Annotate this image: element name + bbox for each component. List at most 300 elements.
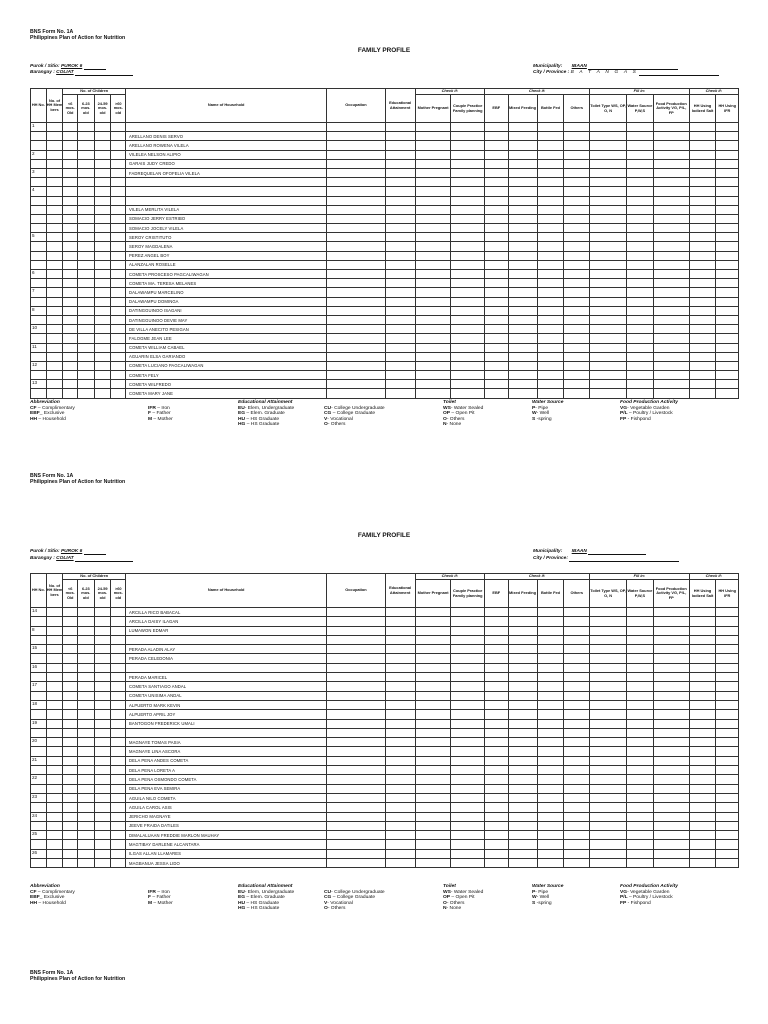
- table-cell[interactable]: [564, 352, 590, 361]
- table-cell[interactable]: [111, 214, 126, 223]
- table-cell[interactable]: [627, 859, 654, 868]
- table-cell[interactable]: [653, 123, 689, 132]
- hh-number-cell[interactable]: [31, 196, 47, 205]
- table-cell[interactable]: [508, 682, 537, 691]
- table-cell[interactable]: [653, 766, 689, 775]
- table-cell[interactable]: [537, 279, 564, 288]
- table-cell[interactable]: [415, 352, 451, 361]
- table-cell[interactable]: [590, 260, 627, 269]
- household-name-cell[interactable]: AGUILA CAROL ASIS: [126, 803, 327, 812]
- table-cell[interactable]: [537, 719, 564, 728]
- hh-number-cell[interactable]: 3: [31, 168, 47, 177]
- table-cell[interactable]: [537, 389, 564, 398]
- table-cell[interactable]: [385, 306, 415, 315]
- table-cell[interactable]: [46, 123, 63, 132]
- table-cell[interactable]: [63, 849, 78, 858]
- table-cell[interactable]: [63, 168, 78, 177]
- table-cell[interactable]: [653, 196, 689, 205]
- hh-number-cell[interactable]: [31, 747, 47, 756]
- hh-number-cell[interactable]: [31, 821, 47, 830]
- table-cell[interactable]: [590, 608, 627, 617]
- table-cell[interactable]: [451, 288, 485, 297]
- table-cell[interactable]: [94, 325, 111, 334]
- table-cell[interactable]: [111, 279, 126, 288]
- table-cell[interactable]: [111, 196, 126, 205]
- table-cell[interactable]: [111, 859, 126, 868]
- table-cell[interactable]: [716, 251, 739, 260]
- table-cell[interactable]: [77, 859, 94, 868]
- table-cell[interactable]: [689, 859, 716, 868]
- table-cell[interactable]: [415, 775, 451, 784]
- table-cell[interactable]: [627, 738, 654, 747]
- household-name-cell[interactable]: DELA PENA LORETA A: [126, 766, 327, 775]
- table-cell[interactable]: [415, 803, 451, 812]
- hh-number-cell[interactable]: [31, 315, 47, 324]
- table-cell[interactable]: [46, 821, 63, 830]
- table-cell[interactable]: [46, 306, 63, 315]
- table-cell[interactable]: [564, 775, 590, 784]
- table-cell[interactable]: [590, 214, 627, 223]
- table-cell[interactable]: [689, 719, 716, 728]
- table-cell[interactable]: [385, 812, 415, 821]
- table-cell[interactable]: [590, 635, 627, 644]
- table-cell[interactable]: [385, 849, 415, 858]
- table-cell[interactable]: [653, 719, 689, 728]
- household-name-cell[interactable]: VILELA MERLITA VILELA: [126, 205, 327, 214]
- table-cell[interactable]: [508, 728, 537, 737]
- table-cell[interactable]: [77, 288, 94, 297]
- household-name-cell[interactable]: DELA PENA ANDES COMETA: [126, 756, 327, 765]
- table-cell[interactable]: [564, 617, 590, 626]
- table-cell[interactable]: [451, 645, 485, 654]
- household-name-cell[interactable]: COMETA MA. TERESA MELANES: [126, 279, 327, 288]
- table-cell[interactable]: [689, 123, 716, 132]
- table-cell[interactable]: [537, 682, 564, 691]
- table-cell[interactable]: [485, 691, 508, 700]
- table-cell[interactable]: [327, 626, 385, 635]
- table-cell[interactable]: [485, 196, 508, 205]
- table-cell[interactable]: [415, 831, 451, 840]
- table-cell[interactable]: [716, 756, 739, 765]
- table-cell[interactable]: [46, 812, 63, 821]
- table-cell[interactable]: [415, 728, 451, 737]
- table-cell[interactable]: [63, 663, 78, 672]
- household-name-cell[interactable]: FALOGME JEAN LEE: [126, 334, 327, 343]
- table-cell[interactable]: [451, 719, 485, 728]
- table-cell[interactable]: [385, 334, 415, 343]
- table-cell[interactable]: [537, 187, 564, 196]
- table-cell[interactable]: [627, 793, 654, 802]
- hh-number-cell[interactable]: [31, 728, 47, 737]
- table-cell[interactable]: [415, 159, 451, 168]
- table-cell[interactable]: [564, 214, 590, 223]
- table-cell[interactable]: [564, 260, 590, 269]
- table-cell[interactable]: [590, 784, 627, 793]
- household-name-cell[interactable]: DE VILLA ANECITO PESIGAN: [126, 325, 327, 334]
- table-cell[interactable]: [627, 371, 654, 380]
- table-cell[interactable]: [415, 840, 451, 849]
- table-cell[interactable]: [415, 132, 451, 141]
- table-cell[interactable]: [46, 747, 63, 756]
- table-cell[interactable]: [508, 766, 537, 775]
- table-cell[interactable]: [415, 196, 451, 205]
- table-cell[interactable]: [327, 803, 385, 812]
- table-cell[interactable]: [327, 700, 385, 709]
- table-cell[interactable]: [485, 840, 508, 849]
- table-cell[interactable]: [689, 756, 716, 765]
- table-cell[interactable]: [716, 196, 739, 205]
- table-cell[interactable]: [689, 812, 716, 821]
- table-cell[interactable]: [485, 803, 508, 812]
- table-cell[interactable]: [689, 150, 716, 159]
- table-cell[interactable]: [564, 334, 590, 343]
- table-cell[interactable]: [46, 168, 63, 177]
- table-cell[interactable]: [537, 654, 564, 663]
- table-cell[interactable]: [537, 132, 564, 141]
- table-cell[interactable]: [716, 617, 739, 626]
- table-cell[interactable]: [451, 380, 485, 389]
- table-cell[interactable]: [46, 700, 63, 709]
- table-cell[interactable]: [716, 205, 739, 214]
- table-cell[interactable]: [327, 251, 385, 260]
- table-cell[interactable]: [627, 380, 654, 389]
- table-cell[interactable]: [415, 178, 451, 187]
- table-cell[interactable]: [77, 141, 94, 150]
- table-cell[interactable]: [689, 849, 716, 858]
- hh-number-cell[interactable]: [31, 766, 47, 775]
- table-cell[interactable]: [590, 380, 627, 389]
- hh-number-cell[interactable]: [31, 691, 47, 700]
- table-cell[interactable]: [653, 371, 689, 380]
- table-cell[interactable]: [77, 673, 94, 682]
- table-cell[interactable]: [415, 288, 451, 297]
- hh-number-cell[interactable]: 20: [31, 738, 47, 747]
- table-cell[interactable]: [415, 691, 451, 700]
- table-cell[interactable]: [415, 673, 451, 682]
- table-cell[interactable]: [537, 315, 564, 324]
- table-cell[interactable]: [590, 371, 627, 380]
- table-cell[interactable]: [385, 608, 415, 617]
- table-cell[interactable]: [564, 123, 590, 132]
- household-name-cell[interactable]: ARCILLA DAISY ILAGAN: [126, 617, 327, 626]
- table-cell[interactable]: [537, 334, 564, 343]
- table-cell[interactable]: [385, 380, 415, 389]
- table-cell[interactable]: [537, 747, 564, 756]
- table-cell[interactable]: [716, 812, 739, 821]
- hh-number-cell[interactable]: 15: [31, 645, 47, 654]
- table-cell[interactable]: [537, 840, 564, 849]
- table-cell[interactable]: [111, 821, 126, 830]
- table-cell[interactable]: [63, 196, 78, 205]
- table-cell[interactable]: [689, 766, 716, 775]
- table-cell[interactable]: [537, 352, 564, 361]
- table-cell[interactable]: [63, 334, 78, 343]
- table-cell[interactable]: [77, 719, 94, 728]
- table-cell[interactable]: [537, 710, 564, 719]
- table-cell[interactable]: [627, 306, 654, 315]
- table-cell[interactable]: [63, 673, 78, 682]
- table-cell[interactable]: [327, 123, 385, 132]
- table-cell[interactable]: [716, 728, 739, 737]
- table-cell[interactable]: [627, 242, 654, 251]
- table-cell[interactable]: [653, 803, 689, 812]
- table-cell[interactable]: [508, 315, 537, 324]
- table-cell[interactable]: [94, 260, 111, 269]
- table-cell[interactable]: [111, 663, 126, 672]
- table-cell[interactable]: [46, 738, 63, 747]
- hh-number-cell[interactable]: [31, 710, 47, 719]
- table-cell[interactable]: [564, 279, 590, 288]
- table-cell[interactable]: [111, 297, 126, 306]
- table-cell[interactable]: [689, 288, 716, 297]
- table-cell[interactable]: [111, 756, 126, 765]
- table-cell[interactable]: [46, 288, 63, 297]
- table-cell[interactable]: [327, 849, 385, 858]
- table-cell[interactable]: [46, 608, 63, 617]
- household-name-cell[interactable]: SOMACIO JOCELY VILELA: [126, 224, 327, 233]
- table-cell[interactable]: [451, 123, 485, 132]
- table-cell[interactable]: [111, 315, 126, 324]
- table-cell[interactable]: [451, 159, 485, 168]
- table-cell[interactable]: [94, 168, 111, 177]
- table-cell[interactable]: [415, 371, 451, 380]
- table-cell[interactable]: [590, 710, 627, 719]
- table-cell[interactable]: [508, 178, 537, 187]
- table-cell[interactable]: [94, 205, 111, 214]
- table-cell[interactable]: [415, 334, 451, 343]
- table-cell[interactable]: [94, 682, 111, 691]
- table-cell[interactable]: [327, 334, 385, 343]
- household-name-cell[interactable]: DATINGGUINOO ISAGANI: [126, 306, 327, 315]
- table-cell[interactable]: [327, 352, 385, 361]
- table-cell[interactable]: [485, 361, 508, 370]
- table-cell[interactable]: [415, 270, 451, 279]
- table-cell[interactable]: [689, 840, 716, 849]
- household-name-cell[interactable]: DELA PENA EVA SEMIRA: [126, 784, 327, 793]
- table-cell[interactable]: [485, 270, 508, 279]
- table-cell[interactable]: [111, 178, 126, 187]
- table-cell[interactable]: [415, 233, 451, 242]
- table-cell[interactable]: [485, 608, 508, 617]
- table-cell[interactable]: [385, 178, 415, 187]
- table-cell[interactable]: [716, 224, 739, 233]
- hh-number-cell[interactable]: [31, 859, 47, 868]
- table-cell[interactable]: [63, 242, 78, 251]
- table-cell[interactable]: [508, 352, 537, 361]
- table-cell[interactable]: [716, 187, 739, 196]
- table-cell[interactable]: [46, 617, 63, 626]
- table-cell[interactable]: [508, 297, 537, 306]
- table-cell[interactable]: [77, 831, 94, 840]
- table-cell[interactable]: [385, 260, 415, 269]
- municipality-value[interactable]: IBAAN: [571, 549, 587, 554]
- hh-number-cell[interactable]: [31, 352, 47, 361]
- table-cell[interactable]: [46, 325, 63, 334]
- table-cell[interactable]: [111, 159, 126, 168]
- table-cell[interactable]: [653, 793, 689, 802]
- table-cell[interactable]: [627, 710, 654, 719]
- table-cell[interactable]: [653, 812, 689, 821]
- table-cell[interactable]: [46, 297, 63, 306]
- table-cell[interactable]: [94, 663, 111, 672]
- table-cell[interactable]: [451, 849, 485, 858]
- table-cell[interactable]: [716, 288, 739, 297]
- table-cell[interactable]: [77, 251, 94, 260]
- table-cell[interactable]: [689, 380, 716, 389]
- table-cell[interactable]: [508, 756, 537, 765]
- table-cell[interactable]: [508, 738, 537, 747]
- table-cell[interactable]: [111, 608, 126, 617]
- barangay-value[interactable]: COLIAT: [56, 70, 74, 75]
- table-cell[interactable]: [451, 682, 485, 691]
- table-cell[interactable]: [77, 608, 94, 617]
- table-cell[interactable]: [111, 361, 126, 370]
- table-cell[interactable]: [590, 728, 627, 737]
- table-cell[interactable]: [451, 297, 485, 306]
- table-cell[interactable]: [485, 288, 508, 297]
- table-cell[interactable]: [94, 389, 111, 398]
- table-cell[interactable]: [537, 821, 564, 830]
- table-cell[interactable]: [415, 626, 451, 635]
- table-cell[interactable]: [415, 224, 451, 233]
- table-cell[interactable]: [77, 352, 94, 361]
- table-cell[interactable]: [46, 756, 63, 765]
- table-cell[interactable]: [94, 645, 111, 654]
- table-cell[interactable]: [415, 187, 451, 196]
- table-cell[interactable]: [590, 233, 627, 242]
- table-cell[interactable]: [46, 279, 63, 288]
- table-cell[interactable]: [653, 700, 689, 709]
- table-cell[interactable]: [689, 775, 716, 784]
- table-cell[interactable]: [564, 766, 590, 775]
- table-cell[interactable]: [63, 608, 78, 617]
- table-cell[interactable]: [111, 343, 126, 352]
- table-cell[interactable]: [111, 775, 126, 784]
- table-cell[interactable]: [46, 270, 63, 279]
- table-cell[interactable]: [94, 859, 111, 868]
- table-cell[interactable]: [415, 389, 451, 398]
- table-cell[interactable]: [385, 700, 415, 709]
- table-cell[interactable]: [537, 775, 564, 784]
- table-cell[interactable]: [77, 784, 94, 793]
- household-name-cell[interactable]: JEEVE FRAIDA DATILES: [126, 821, 327, 830]
- table-cell[interactable]: [485, 159, 508, 168]
- household-name-cell[interactable]: COMETA WILLIAM CABAEL: [126, 343, 327, 352]
- table-cell[interactable]: [653, 270, 689, 279]
- table-cell[interactable]: [716, 608, 739, 617]
- table-cell[interactable]: [415, 654, 451, 663]
- table-cell[interactable]: [564, 840, 590, 849]
- table-cell[interactable]: [627, 334, 654, 343]
- table-cell[interactable]: [564, 859, 590, 868]
- household-name-cell[interactable]: MAGNAYE TOMAS PASIA: [126, 738, 327, 747]
- table-cell[interactable]: [327, 389, 385, 398]
- table-cell[interactable]: [627, 224, 654, 233]
- table-cell[interactable]: [716, 352, 739, 361]
- table-cell[interactable]: [537, 663, 564, 672]
- household-name-cell[interactable]: ALPUERTO MARK KEVIN: [126, 700, 327, 709]
- table-cell[interactable]: [508, 306, 537, 315]
- table-cell[interactable]: [63, 361, 78, 370]
- hh-number-cell[interactable]: [31, 205, 47, 214]
- table-cell[interactable]: [716, 710, 739, 719]
- table-cell[interactable]: [689, 682, 716, 691]
- table-cell[interactable]: [77, 242, 94, 251]
- table-cell[interactable]: [327, 168, 385, 177]
- table-cell[interactable]: [653, 831, 689, 840]
- table-cell[interactable]: [590, 700, 627, 709]
- table-cell[interactable]: [77, 343, 94, 352]
- table-cell[interactable]: [716, 325, 739, 334]
- table-cell[interactable]: [537, 270, 564, 279]
- household-name-cell[interactable]: [126, 196, 327, 205]
- table-cell[interactable]: [63, 270, 78, 279]
- table-cell[interactable]: [415, 205, 451, 214]
- table-cell[interactable]: [415, 608, 451, 617]
- table-cell[interactable]: [111, 168, 126, 177]
- table-cell[interactable]: [716, 132, 739, 141]
- table-cell[interactable]: [564, 673, 590, 682]
- table-cell[interactable]: [689, 654, 716, 663]
- table-cell[interactable]: [63, 260, 78, 269]
- table-cell[interactable]: [327, 784, 385, 793]
- table-cell[interactable]: [451, 626, 485, 635]
- table-cell[interactable]: [485, 738, 508, 747]
- table-cell[interactable]: [46, 178, 63, 187]
- table-cell[interactable]: [327, 719, 385, 728]
- table-cell[interactable]: [94, 306, 111, 315]
- table-cell[interactable]: [451, 747, 485, 756]
- table-cell[interactable]: [537, 233, 564, 242]
- table-cell[interactable]: [46, 840, 63, 849]
- table-cell[interactable]: [94, 315, 111, 324]
- table-cell[interactable]: [94, 279, 111, 288]
- table-cell[interactable]: [385, 371, 415, 380]
- table-cell[interactable]: [94, 700, 111, 709]
- table-cell[interactable]: [564, 682, 590, 691]
- hh-number-cell[interactable]: 19: [31, 719, 47, 728]
- table-cell[interactable]: [94, 821, 111, 830]
- table-cell[interactable]: [537, 205, 564, 214]
- table-cell[interactable]: [77, 728, 94, 737]
- table-cell[interactable]: [46, 803, 63, 812]
- table-cell[interactable]: [77, 168, 94, 177]
- table-cell[interactable]: [385, 663, 415, 672]
- table-cell[interactable]: [537, 178, 564, 187]
- table-cell[interactable]: [689, 205, 716, 214]
- table-cell[interactable]: [590, 849, 627, 858]
- table-cell[interactable]: [564, 371, 590, 380]
- table-cell[interactable]: [94, 728, 111, 737]
- table-cell[interactable]: [77, 738, 94, 747]
- purok-value[interactable]: PUROK 6: [60, 64, 83, 69]
- table-cell[interactable]: [716, 775, 739, 784]
- table-cell[interactable]: [327, 279, 385, 288]
- table-cell[interactable]: [653, 859, 689, 868]
- table-cell[interactable]: [77, 123, 94, 132]
- table-cell[interactable]: [485, 682, 508, 691]
- table-cell[interactable]: [63, 756, 78, 765]
- household-name-cell[interactable]: MAGNAYE LINA ASCORA: [126, 747, 327, 756]
- table-cell[interactable]: [537, 803, 564, 812]
- table-cell[interactable]: [485, 334, 508, 343]
- table-cell[interactable]: [653, 691, 689, 700]
- table-cell[interactable]: [63, 315, 78, 324]
- table-cell[interactable]: [94, 214, 111, 223]
- table-cell[interactable]: [63, 803, 78, 812]
- table-cell[interactable]: [689, 635, 716, 644]
- table-cell[interactable]: [77, 233, 94, 242]
